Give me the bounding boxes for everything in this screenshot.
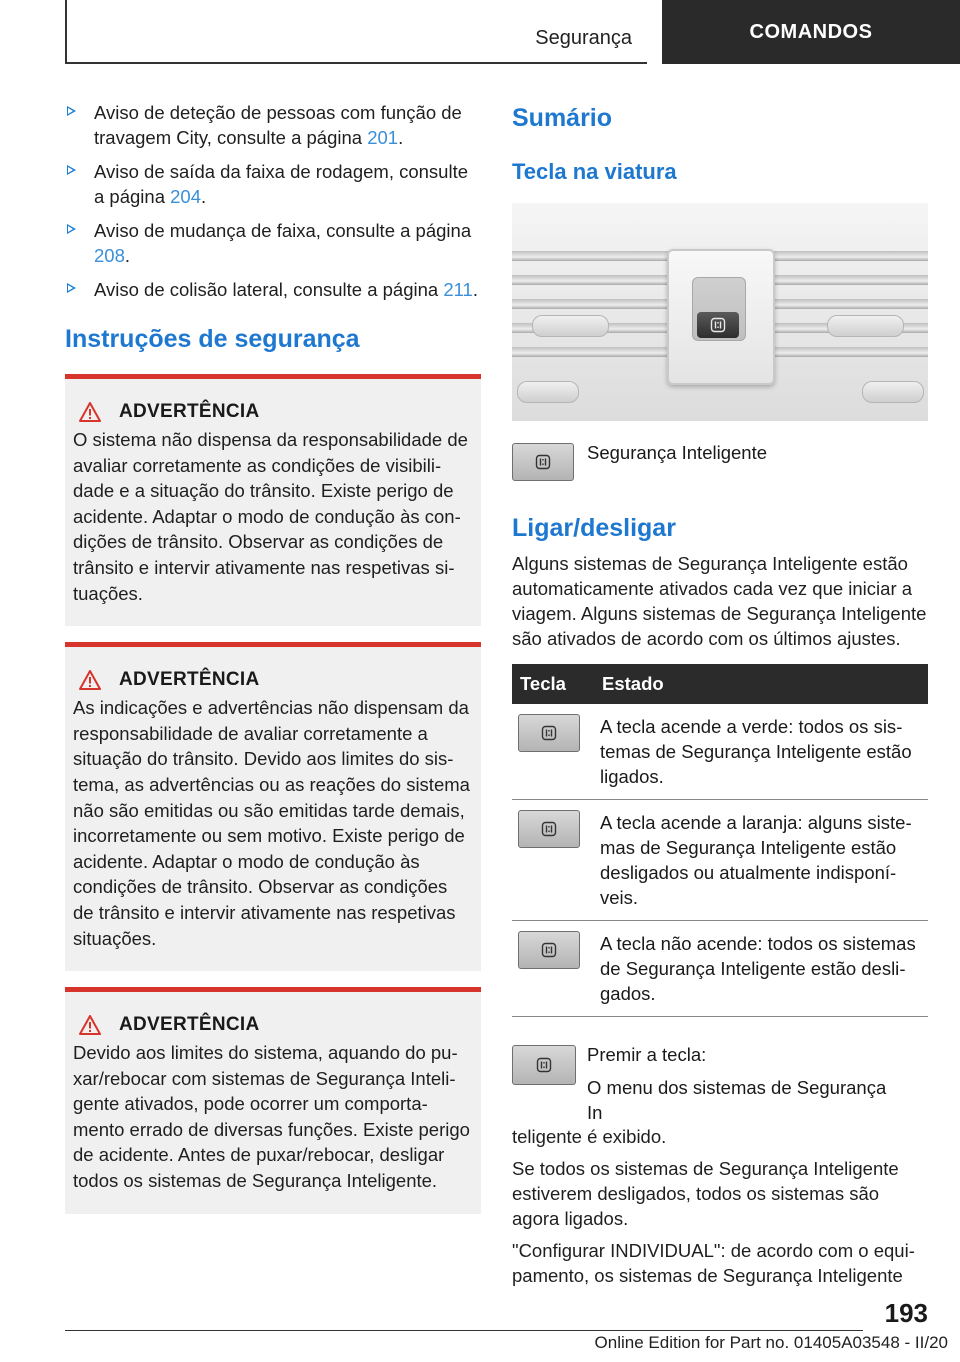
footer-edition: Online Edition for Part no. 01405A03548 - II/20: [594, 1333, 948, 1352]
table-header-status: Estado: [594, 664, 928, 704]
press-key-result-continued: teligente é exibido.: [512, 1126, 667, 1147]
warning-text: Devido aos limites do sistema, aquando do puxar/rebocar com sistemas de Segurança Inteligente ativados, pode ocorrer um comportamento errado de diversas funções. Existe perigo de acidente. Antes de puxar/rebocar, desligar todos os sistemas de Segurança Inteligente.: [73, 1042, 470, 1192]
table-cell-icon: [512, 800, 594, 921]
triangle-bullet-icon: [67, 165, 76, 175]
intelligent-safety-glyph-icon: [541, 942, 557, 958]
table-cell-icon: [512, 921, 594, 1017]
header-section-title: Segurança: [535, 27, 632, 49]
table-cell-status: A tecla não acende: todos os sistemas de Segurança Inteligente estão desligados.: [594, 921, 928, 1017]
page-link[interactable]: 211: [443, 279, 473, 300]
list-item-text: Aviso de colisão lateral, consulte a página: [94, 279, 444, 300]
page-link[interactable]: 201: [367, 127, 399, 148]
press-key-label: Premir a tecla:: [587, 1044, 707, 1065]
all-off-paragraph: Se todos os sistemas de Segurança Inteligente estiverem desligados, todos os sistemas são agora ligados.: [512, 1158, 899, 1229]
right-column: [512, 100, 928, 1288]
warning-triangle-icon: [79, 402, 101, 422]
list-item: [65, 277, 481, 302]
press-key-row: [512, 1045, 928, 1125]
table-row: [512, 704, 928, 800]
onoff-heading: Ligar/desligar: [512, 514, 676, 542]
intelligent-safety-glyph-icon: [536, 1057, 552, 1073]
warning-header: [73, 401, 473, 423]
list-item-text: Aviso de deteção de pessoas com função de travagem City, consulte a página: [94, 102, 462, 148]
list-item-tail: .: [124, 245, 131, 266]
warning-box: [65, 642, 481, 971]
safety-heading: Instruções de segurança: [65, 325, 360, 353]
warning-text: As indicações e advertências não dispensam da responsabilidade de avaliar corretamente a situação do trânsito. Devido aos limites do sistema, as advertências ou as reações do sistema não são emitidas ou são emitidas tarde demais, incorretamente ou sem motivo. Existe perigo de acidente. Adaptar o modo de condução às condições de trânsito. Observar as condições de trânsito e intervir ativamente nas respetivas situações.: [73, 697, 470, 949]
intelligent-safety-glyph-icon: [710, 317, 726, 333]
key-heading: Tecla na viatura: [512, 159, 677, 184]
intelligent-safety-key-icon: [518, 810, 580, 848]
triangle-bullet-icon: [67, 283, 76, 293]
vehicle-key-photo: [512, 203, 928, 421]
press-key-text: [587, 1042, 907, 1125]
list-item-text: Aviso de mudança de faixa, consulte a página: [94, 220, 472, 241]
intelligent-safety-key-icon: [512, 1045, 576, 1085]
intelligent-safety-glyph-icon: [541, 725, 557, 741]
warning-triangle-icon: [79, 670, 101, 690]
page-link[interactable]: 204: [170, 186, 201, 207]
table-header-key: Tecla: [512, 664, 594, 704]
list-item-text: Aviso de saída da faixa de rodagem, consulte a página: [94, 161, 469, 207]
table-header-row: [512, 664, 928, 704]
intelligent-safety-key-icon: [518, 931, 580, 969]
intelligent-safety-key-icon: [518, 714, 580, 752]
intelligent-safety-glyph-icon: [535, 454, 551, 470]
onoff-text: Alguns sistemas de Segurança Inteligente estão automaticamente ativados cada vez que iniciar a viagem. Alguns sistemas de Segurança Inteligente são ativados de acordo com os últimos ajustes.: [512, 553, 927, 649]
air-vent: [827, 315, 904, 337]
key-caption: Segurança Inteligente: [587, 442, 767, 463]
summary-heading: Sumário: [512, 104, 613, 132]
list-item: [65, 218, 481, 268]
table-cell-status: A tecla acende a verde: todos os sistemas de Segurança Inteligente estão ligados.: [594, 704, 928, 800]
warning-title: ADVERTÊNCIA: [119, 1014, 260, 1036]
footer-divider: [65, 1330, 863, 1331]
switch-housing: [692, 277, 746, 341]
individual-paragraph: "Configurar INDIVIDUAL": de acordo com o equipamento, os sistemas de Segurança Inteligente: [512, 1240, 915, 1286]
intelligent-safety-glyph-icon: [541, 821, 557, 837]
warning-box: [65, 987, 481, 1214]
list-item-tail: .: [398, 127, 404, 148]
left-column: [65, 100, 481, 1214]
status-table: [512, 664, 928, 1017]
switch-panel: [667, 249, 775, 385]
air-vent: [532, 315, 609, 337]
table-cell-icon: [512, 704, 594, 800]
air-vent: [862, 381, 924, 403]
press-key-result: O menu dos sistemas de Segurança In: [587, 1077, 887, 1123]
table-row: [512, 800, 928, 921]
intelligent-safety-key-icon: [512, 443, 574, 481]
warning-triangle-icon: [79, 1015, 101, 1035]
warning-title: ADVERTÊNCIA: [119, 669, 260, 691]
triangle-bullet-icon: [67, 106, 76, 116]
warning-text: O sistema não dispensa da responsabilidade de avaliar corretamente as condições de visibilidade e a situação do trânsito. Existe perigo de acidente. Adaptar o modo de condução às condições de trânsito. Observar as condições de trânsito e intervir ativamente nas respetivas situações.: [73, 429, 468, 604]
page-number: 193: [884, 1298, 928, 1328]
warning-header: [73, 669, 473, 691]
list-item: [65, 159, 481, 209]
header-chapter-tab: COMANDOS: [662, 0, 960, 64]
list-item-tail: .: [201, 186, 207, 207]
air-vent: [517, 381, 579, 403]
warning-box: [65, 374, 481, 626]
feature-list: [65, 100, 481, 302]
table-cell-status: A tecla acende a laranja: alguns sistemas de Segurança Inteligente estão desligados ou atualmente indisponíveis.: [594, 800, 928, 921]
triangle-bullet-icon: [67, 224, 76, 234]
table-row: [512, 921, 928, 1017]
key-caption-row: [512, 443, 928, 481]
warning-title: ADVERTÊNCIA: [119, 401, 260, 422]
list-item: [65, 100, 481, 150]
warning-header: [73, 1014, 473, 1036]
intelligent-safety-key-icon[interactable]: [697, 312, 739, 338]
list-item-tail: .: [472, 279, 478, 300]
page-link[interactable]: 208: [94, 245, 125, 266]
